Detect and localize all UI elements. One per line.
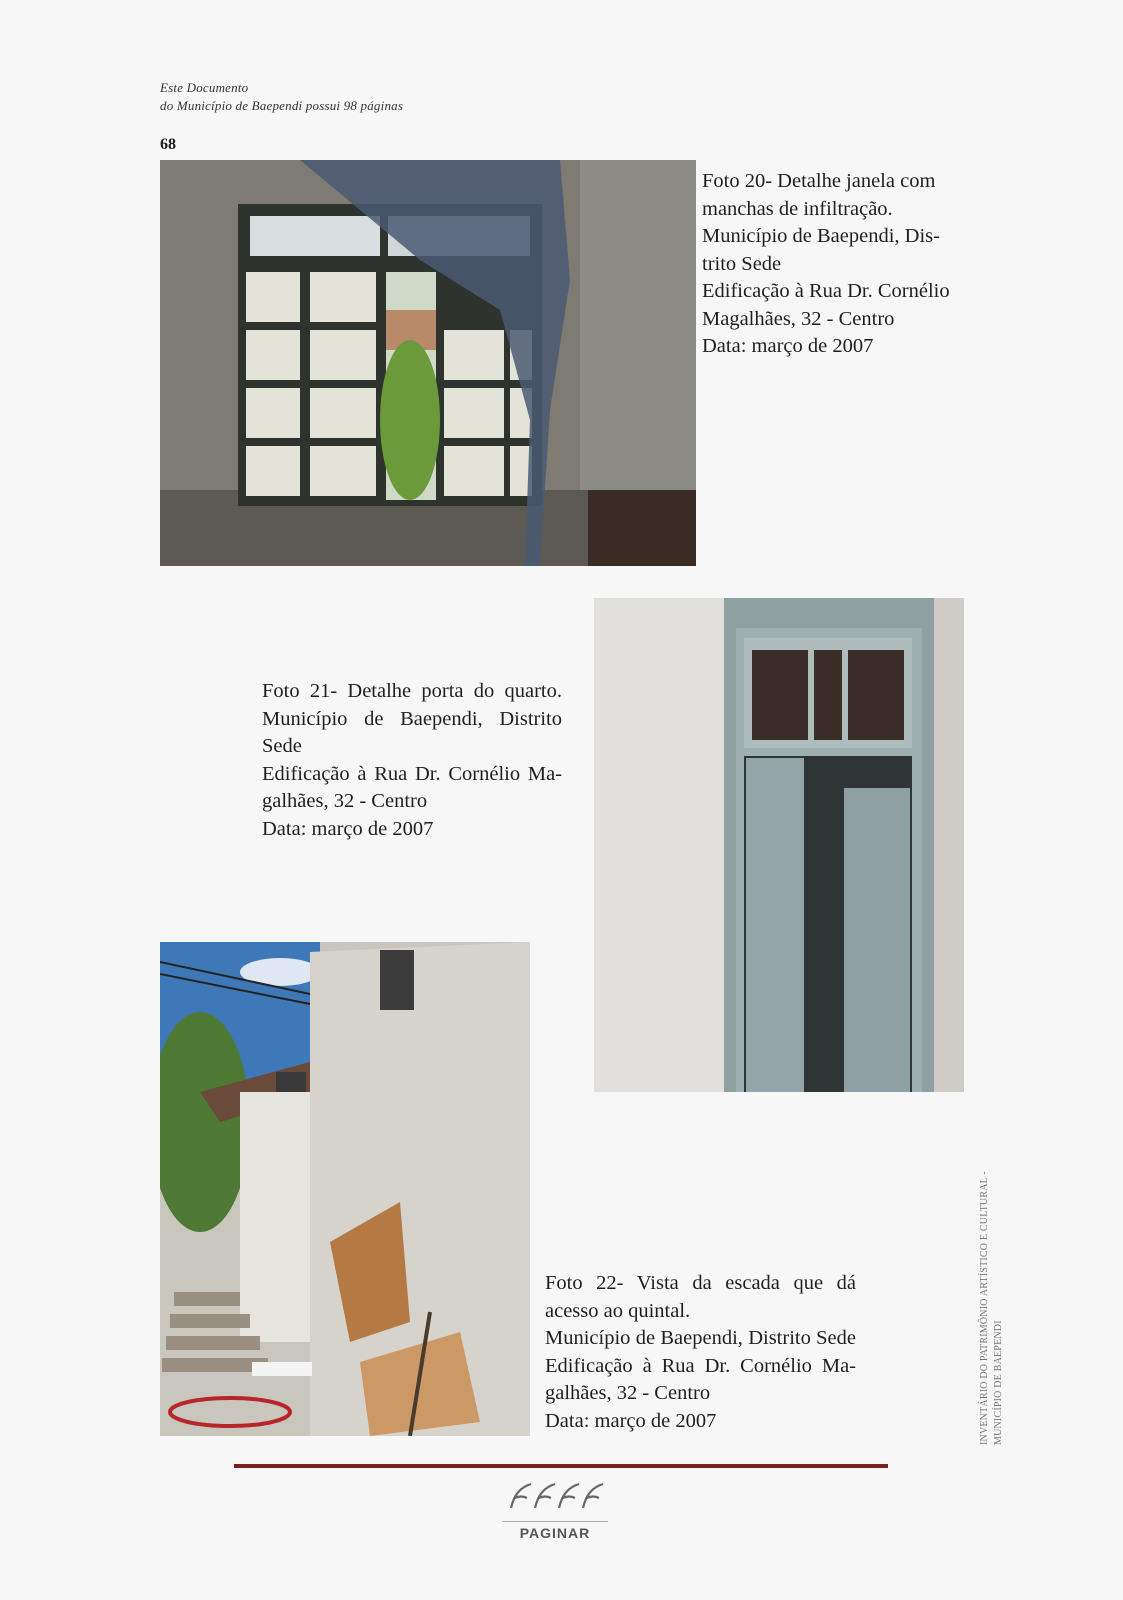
caption-line: Data: março de 2007: [702, 335, 874, 357]
caption-line: galhães, 32 - Centro: [262, 790, 428, 812]
photo-stairs: [160, 942, 530, 1436]
document-notice-line-2: do Município de Baependi possui 98 páginas: [160, 98, 404, 113]
paginar-logo: [496, 1480, 614, 1540]
caption-line: Foto 20- Detalhe janela com: [702, 170, 936, 192]
caption-line: acesso ao quintal.: [545, 1299, 691, 1322]
window-photo-illustration: [160, 160, 696, 566]
caption-line: Data: março de 2007: [545, 1409, 717, 1432]
caption-line: Data: março de 2007: [262, 817, 434, 840]
page-number: 68: [160, 136, 176, 153]
caption-line: Edificação à Rua Dr. Cornélio: [702, 280, 950, 302]
photo-stairs-caption: [545, 1270, 856, 1435]
logo-divider: [502, 1521, 608, 1522]
caption-line: Foto 22- Vista da escada que dá: [545, 1272, 856, 1294]
document-notice-line-1: Este Documento: [160, 80, 249, 95]
caption-line: galhães, 32 - Centro: [545, 1382, 711, 1404]
photo-door-caption: [262, 678, 562, 843]
caption-line: Município de Baependi, Dis-: [702, 225, 940, 247]
door-photo-illustration: [594, 598, 964, 1092]
stairs-photo-illustration: [160, 942, 530, 1436]
photo-window: [160, 160, 696, 566]
caption-line: Sede: [262, 735, 302, 757]
caption-line: Foto 21- Detalhe porta do quarto.: [262, 680, 562, 702]
sidebar-line-2: MUNICÍPIO DE BAEPENDI: [993, 1320, 1004, 1445]
footer-rule: [234, 1464, 888, 1468]
caption-line: manchas de infiltração.: [702, 197, 893, 220]
inventory-sidebar-label: [978, 1171, 1006, 1445]
sidebar-line-1: INVENTÁRIO DO PATRIMÔNIO ARTÍSTICO E CULTURAL -: [979, 1171, 990, 1445]
caption-line: trito Sede: [702, 252, 782, 275]
caption-line: Município de Baependi, Distrito Sede: [545, 1327, 856, 1349]
paginar-brand: PAGINAR: [519, 1525, 591, 1541]
caption-line: Edificação à Rua Dr. Cornélio Ma-: [262, 762, 562, 785]
caption-line: Magalhães, 32 - Centro: [702, 307, 895, 330]
photo-door: [594, 598, 964, 1092]
caption-line: Edificação à Rua Dr. Cornélio Ma-: [545, 1354, 856, 1377]
photo-window-caption: [702, 168, 950, 361]
paginar-logo-mark-icon: [505, 1480, 605, 1512]
caption-line: Município de Baependi, Distrito: [262, 707, 562, 730]
